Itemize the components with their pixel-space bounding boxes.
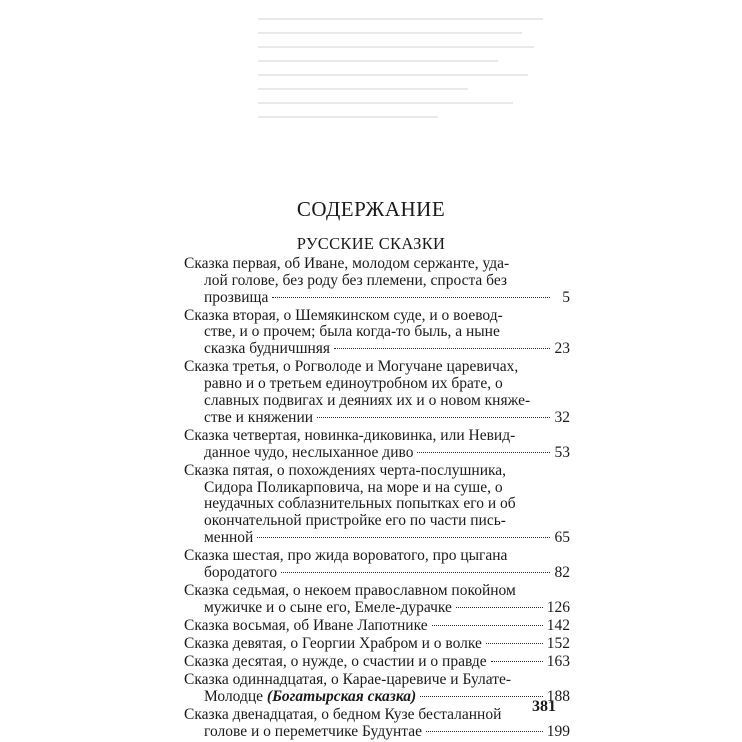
toc-entry-last-line [184, 530, 570, 547]
toc-page-number: 23 [554, 340, 570, 358]
toc-entry-last-line [184, 636, 570, 653]
toc-entry-text-part: Молодце [204, 687, 264, 705]
toc-entry-line: окончательной пристройке его по части пись- [204, 513, 506, 530]
dot-leader [426, 731, 543, 732]
page-number: 381 [532, 698, 556, 715]
toc-page-number: 32 [554, 408, 570, 426]
toc-entry-text-part: менной [204, 528, 254, 546]
toc-page-number: 5 [562, 288, 570, 306]
toc-entry-text-part: сказка будничшняя [204, 340, 331, 358]
toc-entry-text-part: мужичке и о сыне его, Емеле-дурачке [204, 598, 452, 616]
toc-entry-line: Сказка седьмая, о некоем православном покойном [184, 582, 516, 599]
toc-entry-line: Сказка четвертая, новинка-диковинка, или Невид- [184, 427, 516, 444]
toc-page-number: 126 [546, 598, 570, 616]
toc-entry-line: стве, и о прочем; была когда-то быль, а ныне [204, 324, 500, 341]
toc-entry-text-part: Сказка десятая, о нужде, о счастии и о правде [184, 653, 487, 670]
toc-entry-line: лой голове, без роду без племени, спроста без [204, 272, 508, 289]
toc-entry-line: Сказка шестая, про жида вороватого, про цыгана [184, 548, 508, 565]
dot-leader [281, 572, 550, 573]
toc-entry[interactable] [184, 707, 570, 741]
toc-entry-text [204, 530, 253, 547]
toc-entry-line: Сказка третья, о Рогволоде и Могучане царевичах, [184, 359, 519, 376]
toc-entry-text-part: Сказка девятая, о Георгии Храбром и о волке [184, 634, 482, 652]
toc-entry[interactable] [184, 583, 570, 617]
toc-page-number: 163 [546, 653, 570, 670]
toc-entry-text-part: прозвища [204, 288, 269, 306]
dot-leader [257, 537, 550, 538]
dot-leader [432, 625, 543, 626]
toc-entry-text [204, 290, 268, 307]
toc-entry[interactable] [184, 428, 570, 462]
dot-leader [420, 696, 543, 697]
dot-leader [317, 417, 550, 418]
toc-page-number: 82 [554, 563, 570, 581]
toc-entry-text-part: голове и о переметчике Будунтае [204, 722, 422, 740]
toc-entry[interactable] [184, 463, 570, 547]
toc-entry-last-line [184, 410, 570, 427]
toc-entry-text [204, 600, 452, 617]
toc-entry[interactable] [184, 636, 570, 653]
toc-entry-text-part: стве и княжении [204, 408, 314, 426]
toc-entry-last-line [184, 600, 570, 617]
toc-entry-line: равно и о третьем единоутробном их брате, о [204, 376, 503, 393]
toc-entry-line: Сказка вторая, о Шемякинском суде, и о воевод- [184, 307, 503, 324]
toc-entry-text-part: бородатого [204, 563, 278, 581]
toc-entry-line: Сказка одиннадцатая, о Карае-царевиче и Булате- [184, 672, 512, 689]
toc-entry-last-line [184, 290, 570, 307]
dot-leader [486, 643, 543, 644]
dot-leader [417, 452, 550, 453]
toc-entry-line: Сказка первая, об Иване, молодом сержанте, уда- [184, 256, 510, 272]
toc-entry-line: славных подвигах и деяниях их и о новом княже- [204, 392, 531, 409]
toc-entry-last-line [184, 565, 570, 582]
toc-page-number: 53 [554, 443, 570, 461]
page-title: СОДЕРЖАНИЕ [296, 197, 446, 221]
toc-page-number: 65 [554, 528, 570, 546]
toc-entry-line: Сидора Поликарповича, на море и на суше, о [204, 479, 503, 496]
toc-entry-text-part: данное чудо, неслыханное диво [204, 443, 414, 461]
toc-entry-text [184, 636, 482, 653]
dot-leader [491, 661, 543, 662]
toc-entry-text [204, 565, 277, 582]
toc-entry-emphasis: (Богатырская сказка) [266, 687, 417, 705]
toc-entry-text [184, 654, 487, 671]
toc-page-number: 152 [546, 634, 570, 652]
toc-entry-last-line [184, 618, 570, 635]
toc-entry[interactable] [184, 654, 570, 671]
toc-entry[interactable] [184, 359, 570, 426]
toc-entry-text [204, 445, 413, 462]
toc-entry[interactable] [184, 308, 570, 358]
toc-entry-text [204, 724, 422, 741]
section-heading: РУССКИЕ СКАЗКИ [296, 234, 446, 253]
toc-entry-last-line [184, 445, 570, 462]
toc-entry-text [204, 341, 330, 358]
toc-page-number: 142 [546, 616, 570, 634]
table-of-contents [184, 256, 570, 742]
toc-entry-last-line [184, 654, 570, 671]
dot-leader [456, 607, 543, 608]
toc-page-number: 199 [546, 722, 570, 740]
toc-entry[interactable] [184, 548, 570, 582]
toc-entry-last-line [184, 341, 570, 358]
toc-entry-line: Сказка пятая, о похождениях черта-послушника, [184, 462, 507, 479]
toc-page-number: 188 [546, 687, 570, 705]
toc-entry-last-line [184, 689, 570, 706]
dot-leader [334, 348, 550, 349]
toc-entry[interactable] [184, 256, 570, 306]
toc-entry-line: неудачных соблазнительных попытках его и об [204, 496, 516, 513]
toc-entry-line: Сказка двенадцатая, о бедном Кузе бесталанной [184, 706, 502, 723]
toc-entry[interactable] [184, 618, 570, 635]
toc-entry-text [204, 410, 313, 427]
toc-entry-text [184, 618, 428, 635]
toc-entry[interactable] [184, 672, 570, 706]
toc-entry-last-line [184, 724, 570, 741]
toc-entry-text [204, 689, 416, 706]
dot-leader [272, 297, 550, 298]
bleed-through-text [258, 18, 558, 130]
toc-entry-text-part: Сказка восьмая, об Иване Лапотнике [184, 616, 428, 634]
